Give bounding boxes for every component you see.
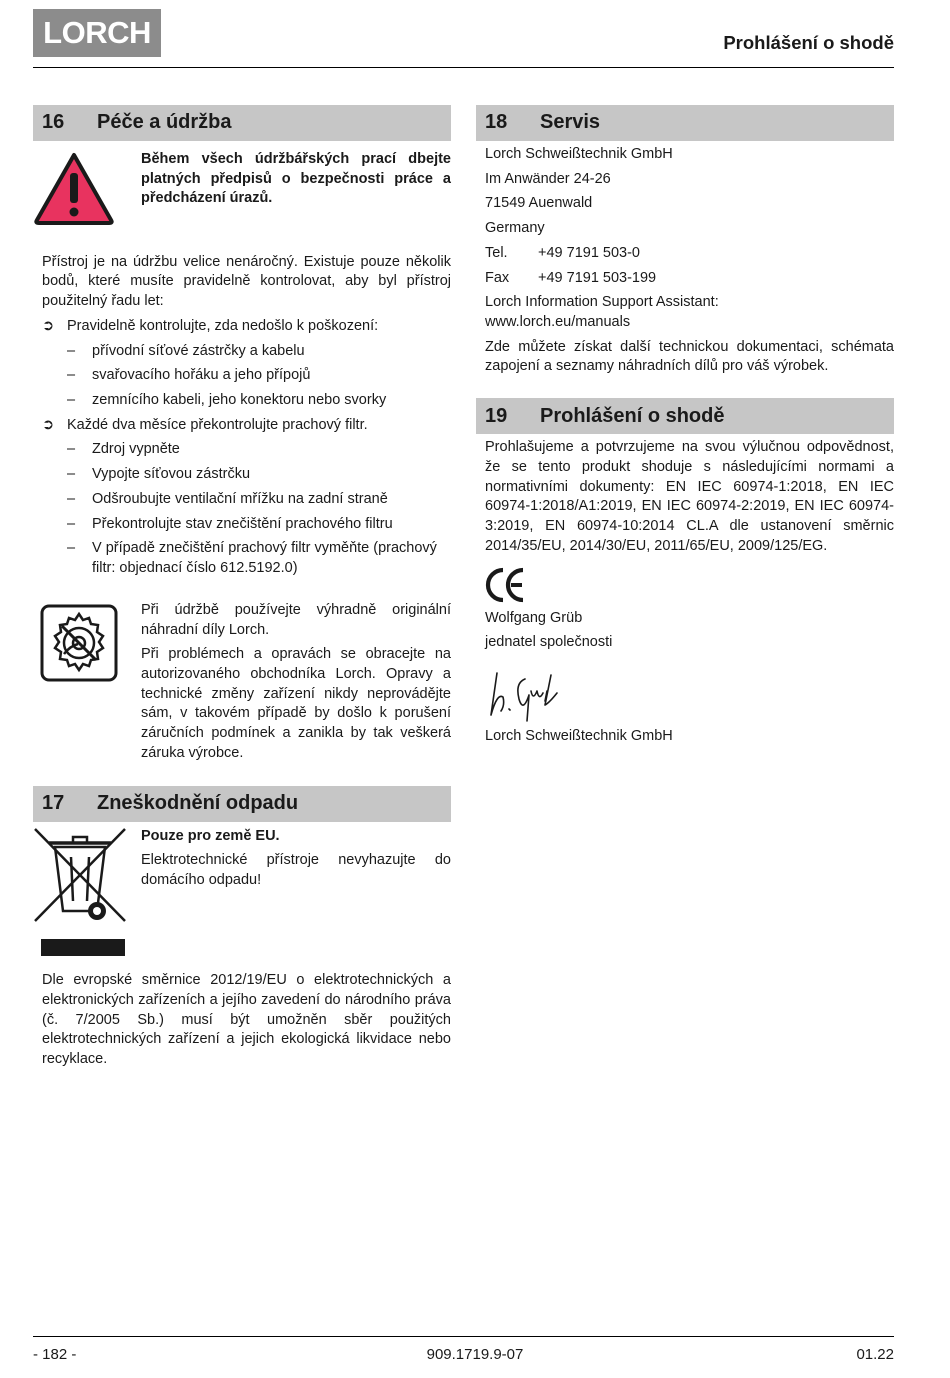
section-18-heading — [476, 105, 894, 141]
document-number: 909.1719.9-07 — [426, 1346, 524, 1363]
service-contact — [476, 145, 894, 377]
spare-parts-p2: Při problémech a opravách se obracejte na autorizovaného obchodníka Lorch. Opravy a technické změny zařízení nikdy neprovádějte sám, v takovém případě by došlo k porušení záručních podmínek a zanikla by tak veškerá záruka výrobce. — [141, 646, 451, 761]
page-number: - 182 - — [33, 1346, 77, 1363]
ce-mark-icon — [485, 567, 894, 603]
dash-item: – Odšroubujte ventilační mřížku na zadní straně — [67, 490, 388, 507]
section-17-heading — [33, 786, 451, 822]
section-title: Servis — [540, 111, 601, 134]
signer-role: jednatel společnosti — [485, 634, 613, 651]
assistant-label: Lorch Information Support Assistant: — [485, 294, 719, 311]
page-header-title: Prohlášení o shodě — [723, 32, 894, 53]
section-number: 17 — [42, 791, 65, 814]
weee-bin-icon — [33, 827, 141, 964]
spare-parts-gear-icon — [33, 601, 141, 764]
documentation-text: Zde můžete získat další technickou dokumentaci, schémata zapojení a seznamy náhradních dílů pro váš výrobek. — [485, 338, 894, 375]
document-date: 01.22 — [856, 1346, 894, 1363]
bullet-item: ➲ Každé dva měsíce překontrolujte prachový filtr. — [42, 416, 368, 433]
safety-warning-block — [33, 150, 451, 233]
conformity-text: Prohlašujeme a potvrzujeme na svou výlučnou odpovědnost, že se tento produkt shoduje s následujícími normami a normativními dokumenty: EN IEC 60974-1:2018, EN IEC 60974-1:2018/A1:2019, EN IEC 60974-2:2019, EN IEC 60974-3:2019, EN 60974-10:2014 CL.A dle ustanovení směrnic 2014/35/EU, 2014/30/EU, 2011/65/EU, 2009/125/EG. — [485, 439, 894, 554]
spare-parts-text — [141, 601, 451, 764]
safety-warning-text: Během všech údržbářských prací dbejte platných předpisů o bezpečnosti práce a předcházení úrazů. — [141, 151, 451, 207]
dash-item: – zemnícího kabeli, jeho konektoru nebo svorky — [67, 392, 387, 409]
section-19-heading — [476, 398, 894, 434]
left-column — [33, 105, 451, 1070]
section-16-heading — [33, 105, 451, 141]
dash-item: – Vypojte síťovou zástrčku — [67, 466, 251, 483]
disposal-block — [33, 827, 451, 964]
warning-triangle-icon — [33, 150, 141, 233]
footer-rule — [33, 1336, 894, 1337]
lorch-logo: LORCH — [33, 9, 161, 57]
city: 71549 Auenwald — [485, 195, 593, 212]
spare-parts-block — [33, 601, 451, 764]
right-column — [476, 105, 894, 747]
section-number: 16 — [42, 111, 65, 134]
dash-item: – V případě znečištění prachový filtr vyměňte (prachový filtr: objednací číslo 612.5192.0) — [67, 540, 437, 577]
disposal-text — [141, 827, 451, 964]
spare-parts-p1: Při údržbě používejte výhradně originální náhradní díly Lorch. — [141, 601, 451, 638]
country: Germany — [485, 220, 545, 237]
disposal-warning: Elektrotechnické přístroje nevyhazujte do domácího odpadu! — [141, 852, 451, 888]
bullet-item: ➲ Pravidelně kontrolujte, zda nedošlo k poškození: — [42, 317, 379, 334]
signature-image — [485, 665, 894, 725]
weee-directive-text: Dle evropské směrnice 2012/19/EU o elektrotechnických a elektronických zařízeních a jejího zavedení do národního práva (č. 7/2005 Sb.) musí být umožněn sběr použitých elektrotechnických zařízení a jejich ekologická likvidace nebo recyklace. — [42, 972, 451, 1068]
dash-item: – přívodní síťové zástrčky a kabelu — [67, 342, 305, 359]
signer-name: Wolfgang Grüb — [485, 609, 583, 626]
company-name: Lorch Schweißtechnik GmbH — [485, 146, 673, 162]
fax-row: Fax +49 7191 503-199 — [485, 269, 894, 289]
maintenance-body — [33, 253, 451, 579]
dash-item: – svařovacího hořáku a jeho přípojů — [67, 367, 311, 384]
conformity-body — [476, 438, 894, 746]
header-rule — [33, 67, 894, 68]
signature-company: Lorch Schweißtechnik GmbH — [485, 727, 673, 744]
section-title: Zneškodnění odpadu — [97, 791, 299, 814]
eu-only-text: Pouze pro země EU. — [141, 827, 280, 844]
phone-number: +49 7191 503-0 — [538, 244, 640, 261]
dash-item: – Zdroj vypněte — [67, 441, 180, 458]
phone-row: Tel. +49 7191 503-0 — [485, 244, 894, 264]
street-address: Im Anwänder 24-26 — [485, 170, 611, 187]
maintenance-intro: Přístroj je na údržbu velice nenáročný. Existuje pouze několik bodů, které musíte pravidelně kontrolovat, aby byl přístroj použitelný řadu let: — [42, 253, 451, 310]
manuals-link[interactable]: www.lorch.eu/manuals — [485, 314, 631, 331]
dash-item: – Překontrolujte stav znečištění prachového filtru — [67, 515, 393, 532]
fax-number: +49 7191 503-199 — [538, 269, 657, 286]
section-number: 18 — [485, 111, 508, 134]
section-title: Péče a údržba — [97, 111, 232, 134]
section-title: Prohlášení o shodě — [540, 404, 725, 427]
section-number: 19 — [485, 404, 508, 427]
